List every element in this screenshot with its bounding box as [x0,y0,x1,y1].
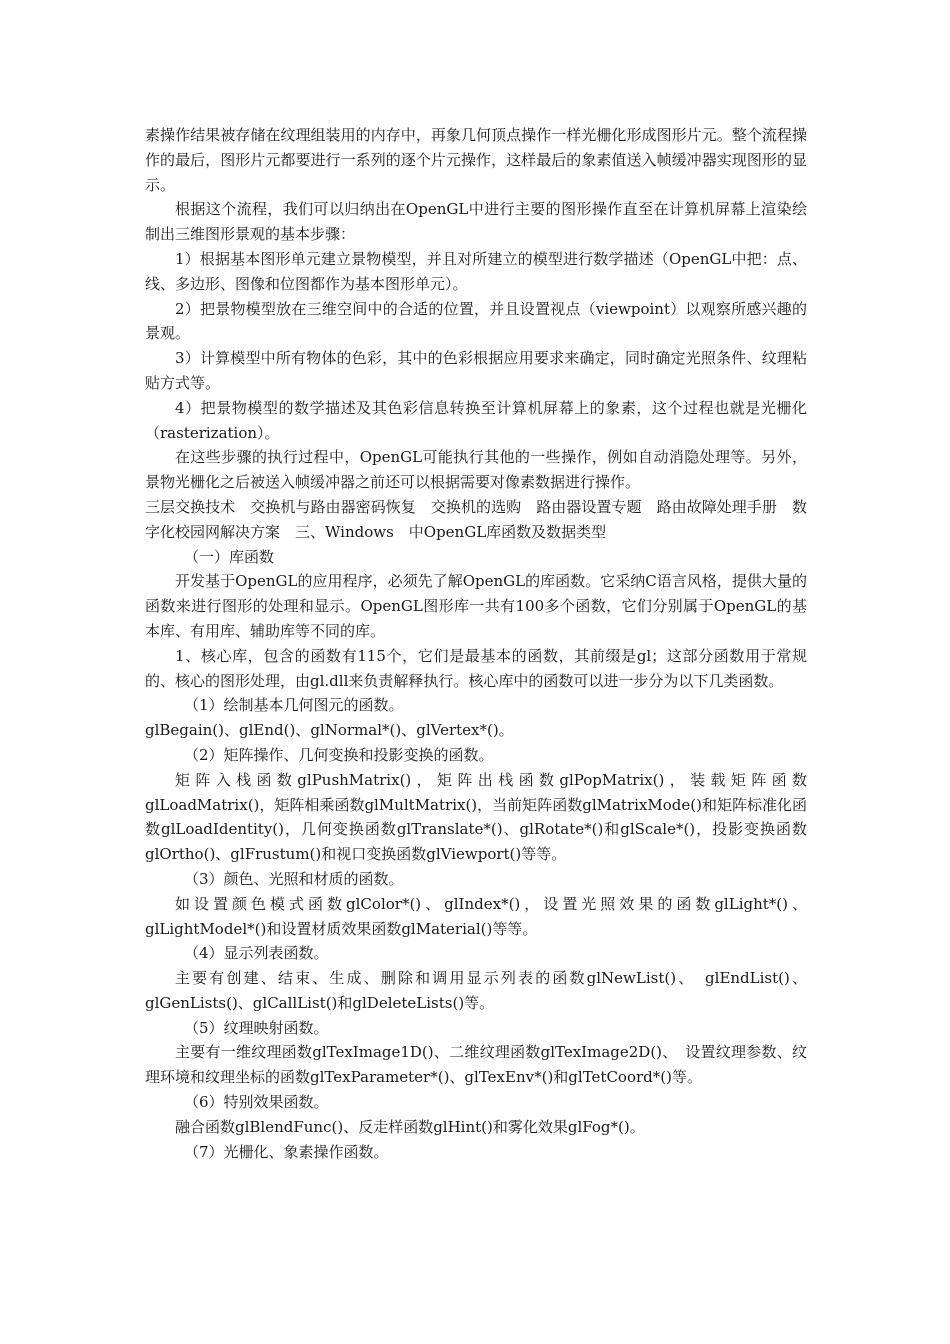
code-line: glBegain()、glEnd()、glNormal*()、glVertex*()。 [145,721,514,740]
paragraph: 融合函数glBlendFunc()、反走样函数glHint()和雾化效果glFog*()。 [175,1117,645,1136]
subsection-heading: （4）显示列表函数。 [184,944,329,963]
paragraph: 开发基于OpenGL的应用程序，必须先了解OpenGL的库函数。它采纳C语言风格，提供大量的函数来进行图形的处理和显示。OpenGL图形库一共有100多个函数，它们分别属于OpenGL的基本库、有用库、辅助库等不同的库。 [145,572,807,640]
paragraph: 根据这个流程，我们可以归纳出在OpenGL中进行主要的图形操作直至在计算机屏幕上渲染绘制出三维图形景观的基本步骤： [145,200,807,244]
paragraph: 如设置颜色模式函数glColor*()、glIndex*()，设置光照效果的函数glLight*()、glLightModel*()和设置材质效果函数glMaterial()等等。 [145,894,807,938]
paragraph: 1）根据基本图形单元建立景物模型，并且对所建立的模型进行数学描述（OpenGL中把：点、线、多边形、图像和位图都作为基本图形单元）。 [145,249,807,293]
subsection-heading: （3）颜色、光照和材质的函数。 [184,869,404,888]
paragraph: 4）把景物模型的数学描述及其色彩信息转换至计算机屏幕上的象素，这个过程也就是光栅化（rasterization）。 [145,398,807,442]
paragraph: 3）计算模型中所有物体的色彩，其中的色彩根据应用要求来确定，同时确定光照条件、纹理粘贴方式等。 [145,349,807,392]
paragraph: 素操作结果被存储在纹理组装用的内存中，再象几何顶点操作一样光栅化形成图形片元。整个流程操作的最后，图形片元都要进行一系列的逐个片元操作，这样最后的象素值送入帧缓冲器实现图形的显示。 [145,126,807,194]
paragraph: 主要有一维纹理函数glTexImage1D()、二维纹理函数glTexImage2D()、 设置纹理参数、纹理环境和纹理坐标的函数glTexParameter*()、glTexEnv*()和glTetCoord*()等。 [145,1043,807,1087]
subsection-heading: （6）特别效果函数。 [184,1093,329,1112]
paragraph: 2）把景物模型放在三维空间中的合适的位置，并且设置视点（viewpoint）以观察所感兴趣的景观。 [145,299,807,343]
subsection-heading: （2）矩阵操作、几何变换和投影变换的函数。 [184,745,494,764]
paragraph: 1、核心库，包含的函数有115个，它们是最基本的函数，其前缀是gl；这部分函数用于常规的、核心的图形处理，由gl.dll来负责解释执行。核心库中的函数可以进一步分为以下几类函数。 [145,646,807,690]
paragraph: 主要有创建、结束、生成、删除和调用显示列表的函数glNewList()、 glEndList()、glGenLists()、glCallList()和glDeleteLists()等。 [145,969,807,1012]
subsection-heading: （1）绘制基本几何图元的函数。 [184,696,404,715]
paragraph: 在这些步骤的执行过程中，OpenGL可能执行其他的一些操作，例如自动消隐处理等。另外，景物光栅化之后被送入帧缓冲器之前还可以根据需要对像素数据进行操作。 [145,448,807,492]
subsection-heading: （5）纹理映射函数。 [184,1018,329,1037]
link-list: 三层交换技术 交换机与路由器密码恢复 交换机的选购 路由器设置专题 路由故障处理手册 数字化校园网解决方案 三、Windows 中OpenGL库函数及数据类型 [145,497,807,541]
document-page [145,123,807,1164]
subsection-heading: （7）光栅化、象素操作函数。 [184,1142,389,1161]
section-heading: （一）库函数 [184,547,275,566]
paragraph: 矩阵入栈函数glPushMatrix()，矩阵出栈函数glPopMatrix()，装载矩阵函数glLoadMatrix()，矩阵相乘函数glMultMatrix()，当前矩阵函数glMatrixMode()和矩阵标准化函数glLoadIdentity()，几何变换函数glTranslate*()、glRotate*()和glScale*()，投影变换函数glOrtho()、glFrustum()和视口变换函数glViewport()等等。 [145,770,807,864]
